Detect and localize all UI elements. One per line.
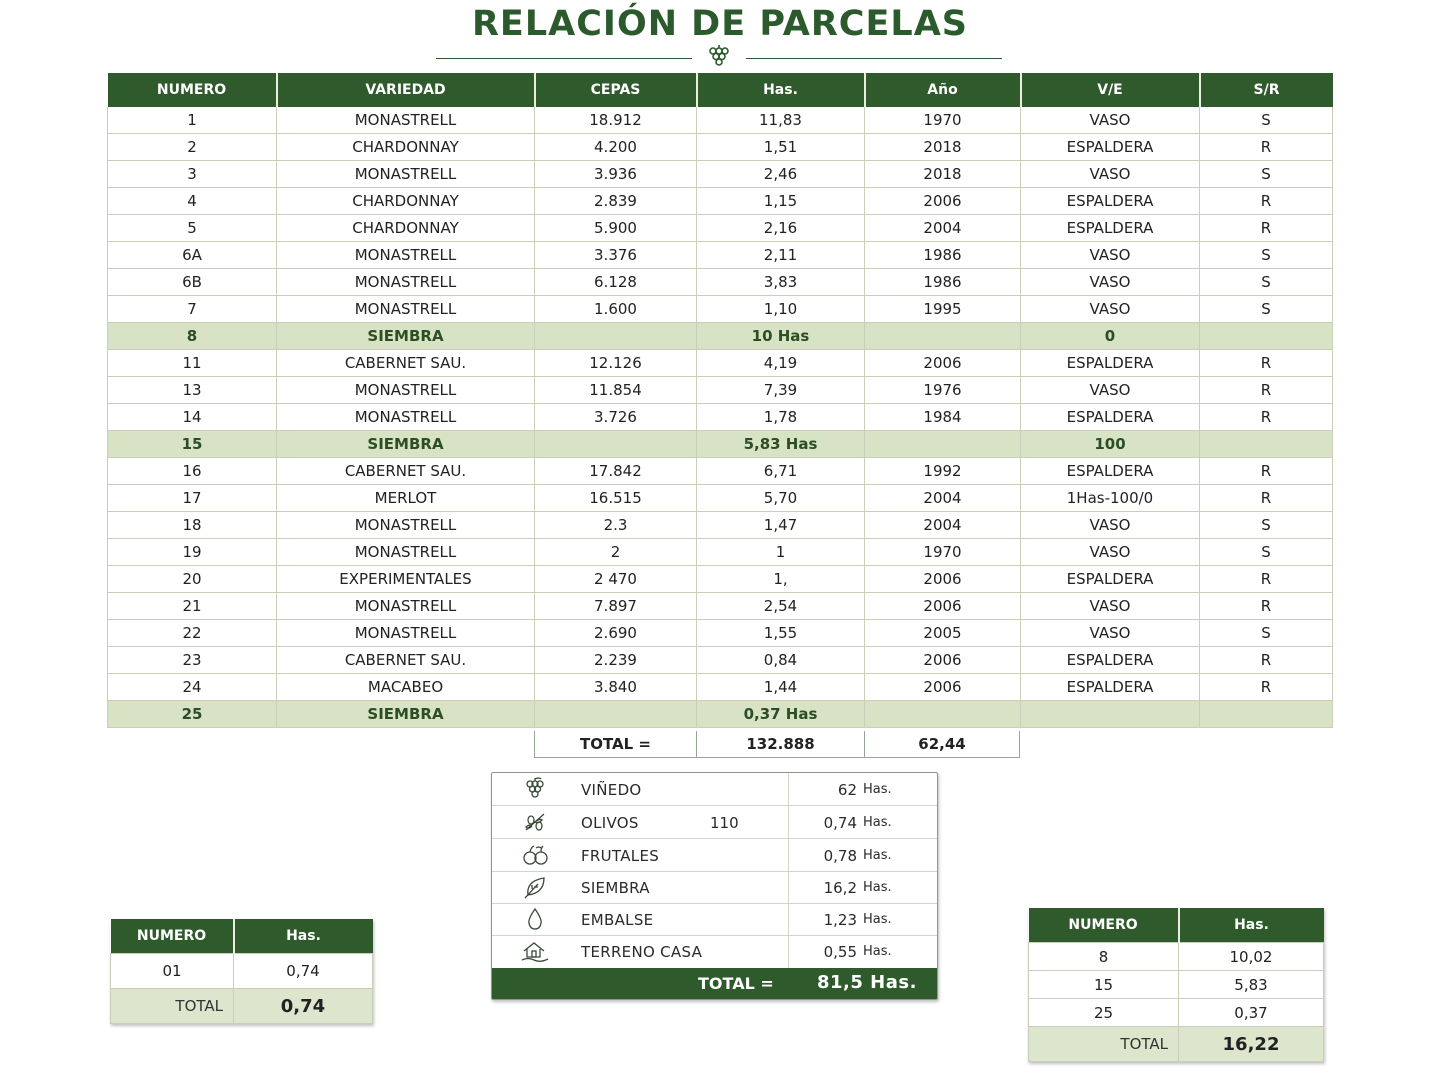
row-numero: 13 xyxy=(108,377,277,404)
summary-value: 16,2 xyxy=(823,879,857,897)
row-has: 0,37 Has xyxy=(697,701,865,728)
row-sr: R xyxy=(1200,404,1333,431)
summary-row-terreno-casa xyxy=(492,935,937,967)
row-has: 1,44 xyxy=(697,674,865,701)
row-anio: 2006 xyxy=(865,566,1021,593)
olive-total-row xyxy=(111,989,373,1024)
row-sr xyxy=(1200,701,1333,728)
row-numero: 6A xyxy=(108,242,277,269)
summary-row-siembra xyxy=(492,871,937,904)
row-cepas: 2.239 xyxy=(535,647,697,674)
row-sr: R xyxy=(1200,377,1333,404)
siembra-row-has: 10,02 xyxy=(1179,943,1324,971)
olive-icon xyxy=(520,810,550,834)
header-sr: S/R xyxy=(1200,73,1333,107)
row-ve: ESPALDERA xyxy=(1021,188,1200,215)
row-ve: VASO xyxy=(1021,377,1200,404)
row-anio xyxy=(865,701,1021,728)
header-variedad: VARIEDAD xyxy=(277,73,535,107)
summary-unit: Has. xyxy=(863,815,892,830)
grape-icon xyxy=(707,44,731,70)
row-cepas: 12.126 xyxy=(535,350,697,377)
row-numero: 6B xyxy=(108,269,277,296)
olive-table xyxy=(110,919,373,1024)
row-variedad: SIEMBRA xyxy=(277,431,535,458)
row-ve: VASO xyxy=(1021,107,1200,134)
total-has: 62,44 xyxy=(865,731,1020,758)
siembra-total-value: 16,22 xyxy=(1179,1027,1324,1062)
row-numero: 2 xyxy=(108,134,277,161)
summary-total-label: TOTAL = xyxy=(698,974,774,993)
row-sr: R xyxy=(1200,458,1333,485)
row-anio: 1986 xyxy=(865,242,1021,269)
table-row xyxy=(108,107,1333,134)
row-has: 2,54 xyxy=(697,593,865,620)
row-has: 11,83 xyxy=(697,107,865,134)
row-cepas: 7.897 xyxy=(535,593,697,620)
row-has: 2,16 xyxy=(697,215,865,242)
siembra-row xyxy=(108,323,1333,350)
table-row xyxy=(108,620,1333,647)
table-row xyxy=(108,593,1333,620)
row-sr: S xyxy=(1200,242,1333,269)
row-variedad: MONASTRELL xyxy=(277,377,535,404)
row-ve: VASO xyxy=(1021,269,1200,296)
row-sr: S xyxy=(1200,269,1333,296)
summary-total xyxy=(492,968,937,999)
summary-label: VIÑEDO xyxy=(581,781,642,799)
summary-row-embalse xyxy=(492,903,937,936)
row-anio: 2006 xyxy=(865,350,1021,377)
table-row xyxy=(1029,999,1324,1027)
siembra-row-has: 5,83 xyxy=(1179,971,1324,999)
siembra-total-row xyxy=(1029,1027,1324,1062)
row-has: 3,83 xyxy=(697,269,865,296)
row-anio: 1992 xyxy=(865,458,1021,485)
row-cepas: 3.936 xyxy=(535,161,697,188)
row-numero: 16 xyxy=(108,458,277,485)
row-has: 10 Has xyxy=(697,323,865,350)
summary-label: EMBALSE xyxy=(581,911,654,929)
title-rule-right xyxy=(746,58,1002,59)
row-anio: 2006 xyxy=(865,647,1021,674)
row-ve: VASO xyxy=(1021,161,1200,188)
row-anio: 1976 xyxy=(865,377,1021,404)
row-sr: S xyxy=(1200,296,1333,323)
row-numero: 5 xyxy=(108,215,277,242)
row-has: 1, xyxy=(697,566,865,593)
table-row xyxy=(108,134,1333,161)
row-cepas: 3.376 xyxy=(535,242,697,269)
row-has: 0,84 xyxy=(697,647,865,674)
row-variedad: SIEMBRA xyxy=(277,323,535,350)
olive-row-has: 0,74 xyxy=(234,954,373,989)
fruit-icon xyxy=(520,843,550,867)
table-row xyxy=(108,269,1333,296)
siembra-row-has: 0,37 xyxy=(1179,999,1324,1027)
row-variedad: MONASTRELL xyxy=(277,620,535,647)
row-variedad: MACABEO xyxy=(277,674,535,701)
row-numero: 25 xyxy=(108,701,277,728)
row-ve: VASO xyxy=(1021,296,1200,323)
row-numero: 7 xyxy=(108,296,277,323)
total-cepas: 132.888 xyxy=(697,731,865,758)
row-sr: R xyxy=(1200,485,1333,512)
row-cepas: 3.726 xyxy=(535,404,697,431)
row-ve: VASO xyxy=(1021,620,1200,647)
olive-total-label: TOTAL xyxy=(111,989,234,1024)
row-cepas: 2 470 xyxy=(535,566,697,593)
row-sr: R xyxy=(1200,350,1333,377)
row-sr: S xyxy=(1200,512,1333,539)
row-sr: S xyxy=(1200,539,1333,566)
row-variedad: SIEMBRA xyxy=(277,701,535,728)
table-row xyxy=(108,296,1333,323)
row-variedad: CABERNET SAU. xyxy=(277,647,535,674)
row-cepas xyxy=(535,431,697,458)
table-row xyxy=(108,458,1333,485)
row-sr: R xyxy=(1200,593,1333,620)
parcel-total-row xyxy=(534,731,1020,758)
row-ve: 1Has-100/0 xyxy=(1021,485,1200,512)
row-numero: 3 xyxy=(108,161,277,188)
row-has: 7,39 xyxy=(697,377,865,404)
summary-value: 0,78 xyxy=(823,847,857,865)
row-variedad: MONASTRELL xyxy=(277,107,535,134)
row-variedad: MERLOT xyxy=(277,485,535,512)
parcel-table-header xyxy=(108,73,1333,107)
row-variedad: MONASTRELL xyxy=(277,539,535,566)
row-anio: 2006 xyxy=(865,674,1021,701)
siembra-header-has: Has. xyxy=(1179,908,1324,943)
row-ve: ESPALDERA xyxy=(1021,404,1200,431)
row-has: 1,78 xyxy=(697,404,865,431)
row-variedad: CABERNET SAU. xyxy=(277,458,535,485)
row-anio: 1970 xyxy=(865,107,1021,134)
row-anio: 2005 xyxy=(865,620,1021,647)
row-cepas: 2.3 xyxy=(535,512,697,539)
summary-row-olivos xyxy=(492,806,937,839)
siembra-row xyxy=(108,701,1333,728)
table-row xyxy=(108,188,1333,215)
table-row xyxy=(108,539,1333,566)
olive-row-num: 01 xyxy=(111,954,234,989)
siembra-row-num: 25 xyxy=(1029,999,1179,1027)
row-variedad: CHARDONNAY xyxy=(277,134,535,161)
summary-row-vinedo xyxy=(492,773,937,806)
row-ve: ESPALDERA xyxy=(1021,350,1200,377)
summary-unit: Has. xyxy=(863,944,892,959)
row-anio: 2006 xyxy=(865,188,1021,215)
row-variedad: CHARDONNAY xyxy=(277,188,535,215)
row-ve: 0 xyxy=(1021,323,1200,350)
row-numero: 15 xyxy=(108,431,277,458)
row-has: 5,83 Has xyxy=(697,431,865,458)
row-numero: 14 xyxy=(108,404,277,431)
olive-header-has: Has. xyxy=(234,919,373,954)
row-numero: 17 xyxy=(108,485,277,512)
summary-value: 1,23 xyxy=(823,911,857,929)
row-anio: 2004 xyxy=(865,512,1021,539)
row-cepas: 4.200 xyxy=(535,134,697,161)
row-anio: 1995 xyxy=(865,296,1021,323)
summary-total-value: 81,5 Has. xyxy=(817,972,917,993)
house-icon xyxy=(520,939,550,963)
summary-row-frutales xyxy=(492,839,937,872)
table-row xyxy=(108,512,1333,539)
siembra-table xyxy=(1028,908,1324,1062)
row-variedad: MONASTRELL xyxy=(277,242,535,269)
table-row xyxy=(108,566,1333,593)
row-variedad: MONASTRELL xyxy=(277,512,535,539)
siembra-header-numero: NUMERO xyxy=(1029,908,1179,943)
summary-value: 0,55 xyxy=(823,943,857,961)
title-rule-left xyxy=(436,58,692,59)
table-row xyxy=(108,647,1333,674)
row-anio: 2004 xyxy=(865,215,1021,242)
row-cepas: 2 xyxy=(535,539,697,566)
row-ve: ESPALDERA xyxy=(1021,134,1200,161)
table-row xyxy=(108,485,1333,512)
row-variedad: MONASTRELL xyxy=(277,593,535,620)
row-numero: 21 xyxy=(108,593,277,620)
row-anio: 1986 xyxy=(865,269,1021,296)
row-numero: 22 xyxy=(108,620,277,647)
row-has: 5,70 xyxy=(697,485,865,512)
row-anio: 1970 xyxy=(865,539,1021,566)
table-row xyxy=(108,404,1333,431)
siembra-total-label: TOTAL xyxy=(1029,1027,1179,1062)
row-ve: VASO xyxy=(1021,539,1200,566)
row-numero: 11 xyxy=(108,350,277,377)
table-row xyxy=(1029,971,1324,999)
siembra-row-num: 8 xyxy=(1029,943,1179,971)
summary-unit: Has. xyxy=(863,782,892,797)
row-ve: VASO xyxy=(1021,512,1200,539)
row-ve: ESPALDERA xyxy=(1021,674,1200,701)
row-has: 2,11 xyxy=(697,242,865,269)
row-numero: 23 xyxy=(108,647,277,674)
row-sr: R xyxy=(1200,215,1333,242)
table-row xyxy=(108,161,1333,188)
drop-icon xyxy=(520,907,550,931)
row-anio: 2018 xyxy=(865,134,1021,161)
row-ve xyxy=(1021,701,1200,728)
table-row xyxy=(108,377,1333,404)
summary-value: 62 xyxy=(837,781,857,799)
row-anio xyxy=(865,431,1021,458)
summary-count: 110 xyxy=(710,814,739,832)
table-row xyxy=(1029,943,1324,971)
table-row xyxy=(108,674,1333,701)
row-sr: R xyxy=(1200,566,1333,593)
row-sr xyxy=(1200,323,1333,350)
summary-unit: Has. xyxy=(863,912,892,927)
summary-label: SIEMBRA xyxy=(581,879,650,897)
header-anio: Año xyxy=(865,73,1021,107)
summary-value: 0,74 xyxy=(823,814,857,832)
row-sr: R xyxy=(1200,134,1333,161)
row-anio xyxy=(865,323,1021,350)
siembra-row-num: 15 xyxy=(1029,971,1179,999)
row-sr xyxy=(1200,431,1333,458)
leaf-icon xyxy=(520,875,550,899)
olive-header-numero: NUMERO xyxy=(111,919,234,954)
row-ve: ESPALDERA xyxy=(1021,458,1200,485)
grape-icon xyxy=(520,777,550,801)
row-variedad: CABERNET SAU. xyxy=(277,350,535,377)
header-numero: NUMERO xyxy=(108,73,277,107)
row-ve: VASO xyxy=(1021,242,1200,269)
row-cepas: 16.515 xyxy=(535,485,697,512)
table-row xyxy=(111,954,373,989)
row-anio: 2006 xyxy=(865,593,1021,620)
row-cepas: 17.842 xyxy=(535,458,697,485)
row-sr: R xyxy=(1200,188,1333,215)
row-ve: ESPALDERA xyxy=(1021,647,1200,674)
row-has: 6,71 xyxy=(697,458,865,485)
row-cepas xyxy=(535,701,697,728)
row-ve: 100 xyxy=(1021,431,1200,458)
header-has: Has. xyxy=(697,73,865,107)
total-label: TOTAL = xyxy=(535,731,697,758)
row-numero: 4 xyxy=(108,188,277,215)
row-cepas: 1.600 xyxy=(535,296,697,323)
row-ve: ESPALDERA xyxy=(1021,215,1200,242)
row-anio: 1984 xyxy=(865,404,1021,431)
table-row xyxy=(108,215,1333,242)
row-sr: S xyxy=(1200,161,1333,188)
row-cepas: 2.839 xyxy=(535,188,697,215)
row-cepas: 5.900 xyxy=(535,215,697,242)
summary-label: OLIVOS xyxy=(581,814,639,832)
row-anio: 2004 xyxy=(865,485,1021,512)
summary-unit: Has. xyxy=(863,848,892,863)
row-cepas: 11.854 xyxy=(535,377,697,404)
row-has: 1,10 xyxy=(697,296,865,323)
row-variedad: MONASTRELL xyxy=(277,269,535,296)
row-has: 1,55 xyxy=(697,620,865,647)
row-sr: R xyxy=(1200,647,1333,674)
row-variedad: MONASTRELL xyxy=(277,161,535,188)
row-variedad: MONASTRELL xyxy=(277,404,535,431)
row-numero: 8 xyxy=(108,323,277,350)
row-sr: R xyxy=(1200,674,1333,701)
table-row xyxy=(108,350,1333,377)
row-cepas: 6.128 xyxy=(535,269,697,296)
row-has: 4,19 xyxy=(697,350,865,377)
row-anio: 2018 xyxy=(865,161,1021,188)
row-variedad: EXPERIMENTALES xyxy=(277,566,535,593)
row-numero: 18 xyxy=(108,512,277,539)
row-ve: ESPALDERA xyxy=(1021,566,1200,593)
land-use-summary xyxy=(491,772,938,1000)
row-has: 1,15 xyxy=(697,188,865,215)
summary-unit: Has. xyxy=(863,880,892,895)
summary-label: FRUTALES xyxy=(581,847,660,865)
row-cepas: 18.912 xyxy=(535,107,697,134)
row-numero: 24 xyxy=(108,674,277,701)
row-cepas: 2.690 xyxy=(535,620,697,647)
row-numero: 1 xyxy=(108,107,277,134)
row-has: 1,51 xyxy=(697,134,865,161)
row-cepas xyxy=(535,323,697,350)
row-numero: 20 xyxy=(108,566,277,593)
siembra-row xyxy=(108,431,1333,458)
page-title: RELACIÓN DE PARCELAS xyxy=(471,4,968,44)
header-cepas: CEPAS xyxy=(535,73,697,107)
parcel-table xyxy=(107,73,1333,728)
row-has: 1 xyxy=(697,539,865,566)
row-has: 2,46 xyxy=(697,161,865,188)
table-row xyxy=(108,242,1333,269)
row-variedad: MONASTRELL xyxy=(277,296,535,323)
row-ve: VASO xyxy=(1021,593,1200,620)
header-ve: V/E xyxy=(1021,73,1200,107)
row-has: 1,47 xyxy=(697,512,865,539)
row-sr: S xyxy=(1200,107,1333,134)
summary-label: TERRENO CASA xyxy=(581,943,703,961)
row-variedad: CHARDONNAY xyxy=(277,215,535,242)
row-cepas: 3.840 xyxy=(535,674,697,701)
olive-total-value: 0,74 xyxy=(234,989,373,1024)
row-numero: 19 xyxy=(108,539,277,566)
row-sr: S xyxy=(1200,620,1333,647)
